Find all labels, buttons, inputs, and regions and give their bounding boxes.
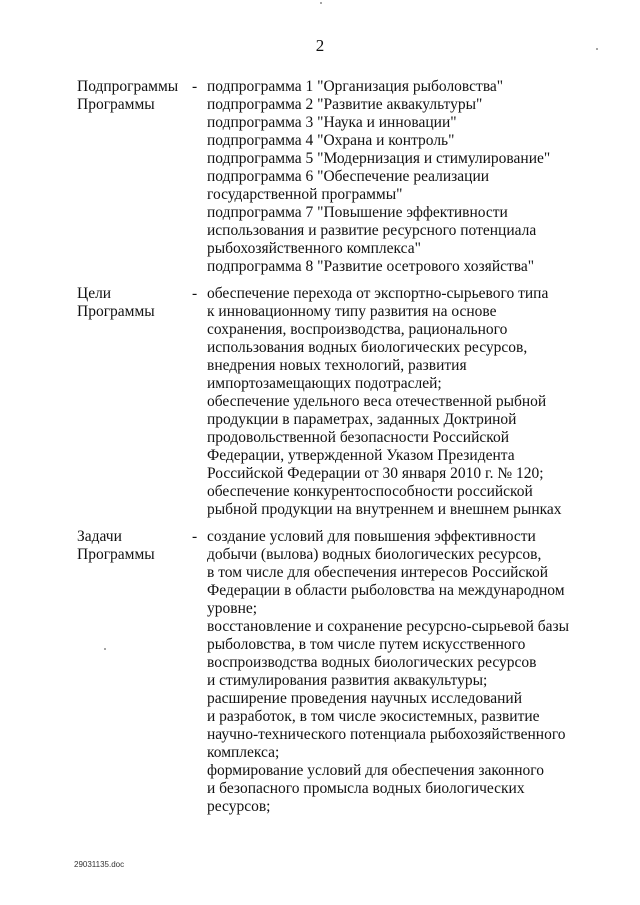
content-line: Федерации в области рыболовства на международном [207, 582, 565, 599]
label-line: Программы [77, 546, 155, 563]
content-line: подпрограмма 4 "Охрана и контроль" [207, 132, 455, 149]
content-line: продукции в параметрах, заданных Доктриной [207, 411, 517, 428]
content-line: обеспечение удельного веса отечественной рыбной [207, 393, 547, 410]
scan-speck [320, 2, 322, 4]
content-line: добычи (вылова) водных биологических ресурсов, [207, 546, 542, 563]
dash: - [192, 285, 198, 302]
content-line: восстановление и сохранение ресурсно-сырьевой базы [207, 618, 570, 635]
content-line: Федерации, утвержденной Указом Президента [207, 447, 515, 464]
content-line: сохранения, воспроизводства, рационального [207, 321, 508, 338]
content-line: ресурсов; [207, 798, 271, 815]
content-line: рыболовства, в том числе путем искусственного [207, 636, 526, 653]
footer-filename: 29031135.doc [74, 860, 125, 869]
content-line: подпрограмма 7 "Повышение эффективности [207, 204, 508, 221]
content-line: уровне; [207, 600, 258, 617]
dash: - [192, 528, 198, 545]
dash: - [192, 78, 198, 95]
label-line: Подпрограммы [77, 78, 179, 95]
content-line: Российской Федерации от 30 января 2010 г. № 120; [207, 465, 544, 482]
content-line: в том числе для обеспечения интересов Российской [207, 564, 549, 581]
scan-speck [596, 48, 598, 50]
content-line: обеспечение конкурентоспособности российской [207, 483, 533, 500]
label-line: Программы [77, 303, 155, 320]
content-line: формирование условий для обеспечения законного [207, 762, 544, 779]
section-label [77, 78, 187, 114]
content-line: воспроизводства водных биологических ресурсов [207, 654, 537, 671]
section-content [207, 285, 607, 519]
content-line: к инновационному типу развития на основе [207, 303, 497, 320]
scan-speck [104, 648, 106, 650]
content-line: импортозамещающих подотраслей; [207, 375, 442, 392]
section-content [207, 528, 607, 816]
content-line: подпрограмма 3 "Наука и инновации" [207, 114, 457, 131]
content-line: комплекса; [207, 744, 280, 761]
content-line: расширение проведения научных исследований [207, 690, 523, 707]
section-label [77, 285, 187, 321]
content-line: рыбной продукции на внутреннем и внешнем рынках [207, 501, 562, 518]
content-line: обеспечение перехода от экспортно-сырьевого типа [207, 285, 549, 302]
section-content [207, 78, 607, 276]
page-number: 2 [315, 36, 325, 55]
content-line: государственной программы" [207, 186, 403, 203]
content-line: использования водных биологических ресурсов, [207, 339, 528, 356]
content-line: подпрограмма 2 "Развитие аквакультуры" [207, 96, 483, 113]
content-line: научно-технического потенциала рыбохозяйственного [207, 726, 566, 743]
content-line: рыбохозяйственного комплекса" [207, 240, 421, 257]
content-line: создание условий для повышения эффективности [207, 528, 536, 545]
label-line: Задачи [77, 528, 122, 545]
content-line: внедрения новых технологий, развития [207, 357, 467, 374]
label-line: Программы [77, 96, 155, 113]
content-line: продовольственной безопасности Российской [207, 429, 510, 446]
content-line: подпрограмма 8 "Развитие осетрового хозяйства" [207, 258, 535, 275]
content-line: использования и развитие ресурсного потенциала [207, 222, 537, 239]
content-line: и безопасного промысла водных биологических [207, 780, 525, 797]
content-line: подпрограмма 5 "Модернизация и стимулирование" [207, 150, 551, 167]
section-label [77, 528, 187, 564]
content-line: и стимулирования развития аквакультуры; [207, 672, 488, 689]
content-line: подпрограмма 1 "Организация рыболовства" [207, 78, 504, 95]
content-line: подпрограмма 6 "Обеспечение реализации [207, 168, 490, 185]
content-line: и разработок, в том числе экосистемных, развитие [207, 708, 540, 725]
label-line: Цели [77, 285, 112, 302]
